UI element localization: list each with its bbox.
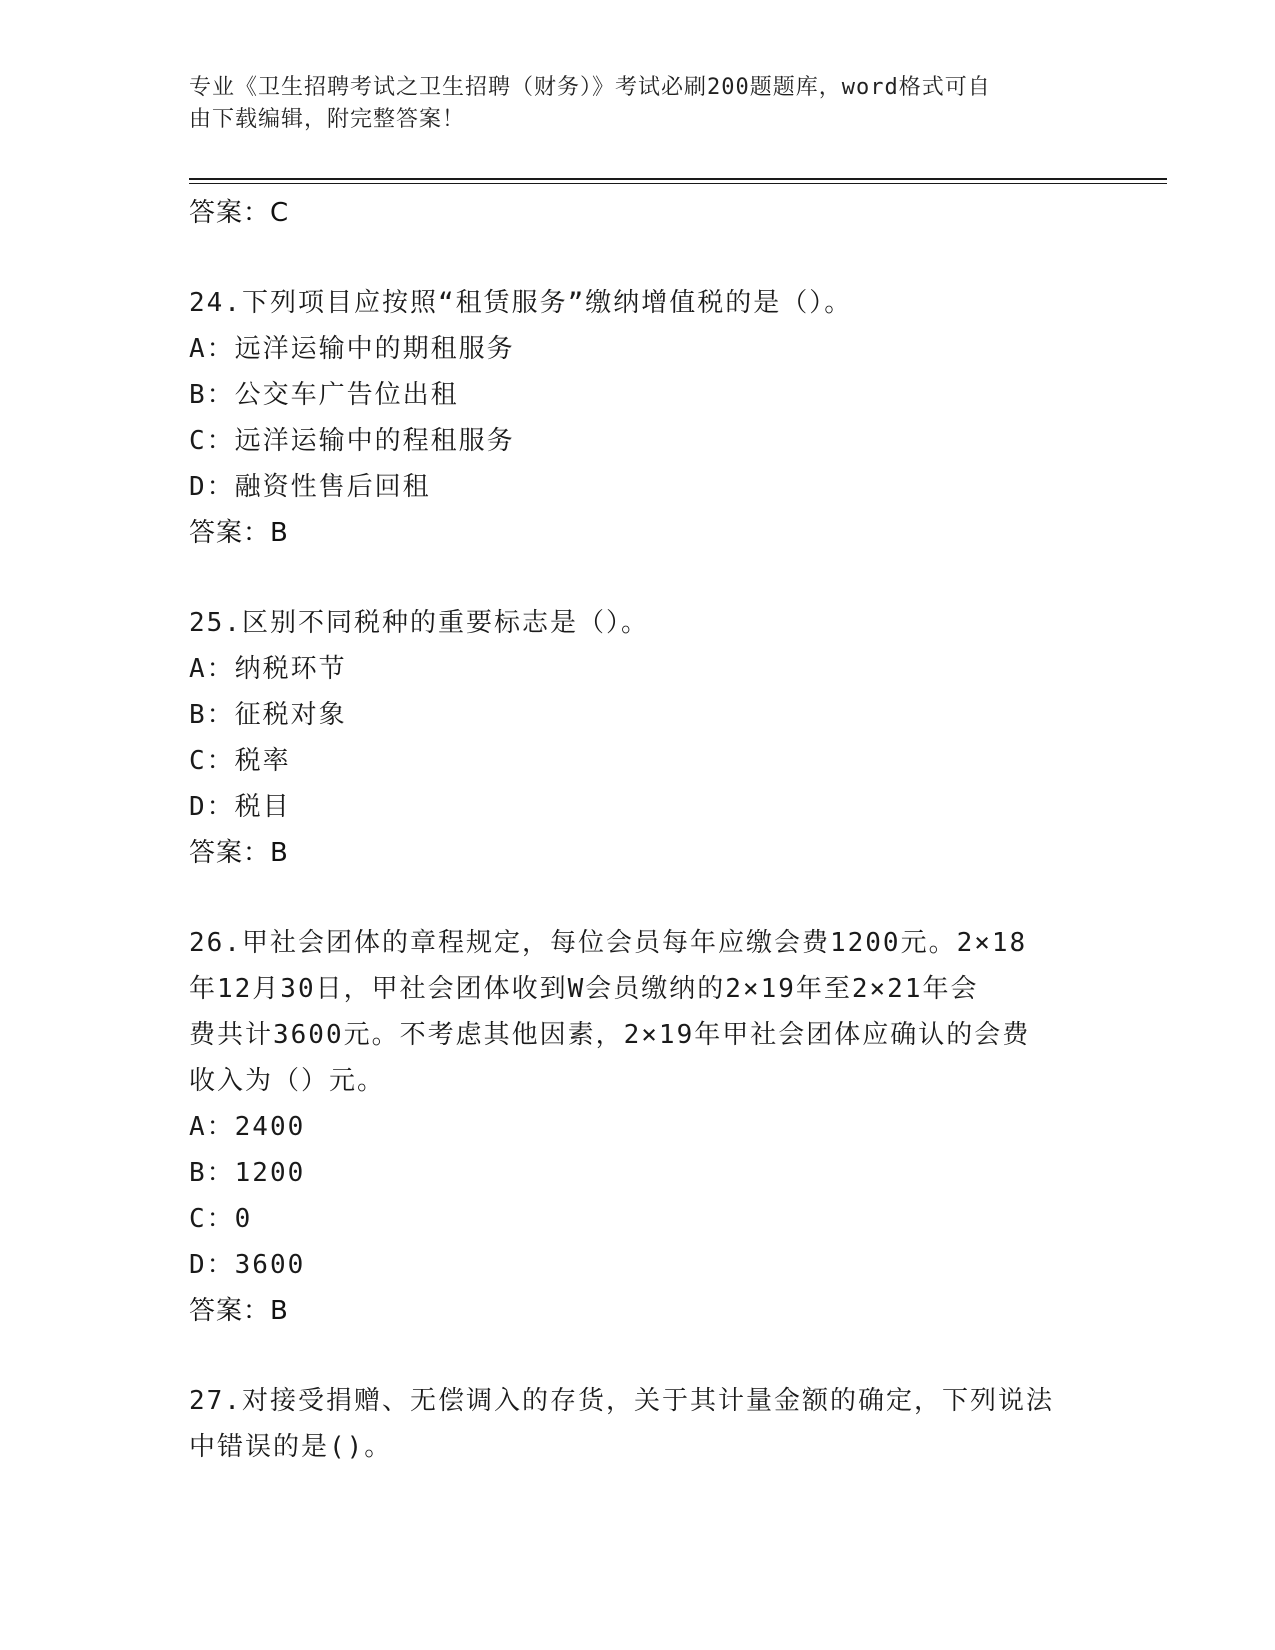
document-header: [189, 72, 1069, 136]
question-stem-line: 收入为（）元。: [189, 1066, 386, 1096]
question-stem: [189, 920, 1089, 1104]
question-stem-line: 24.下列项目应按照“租赁服务”缴纳增值税的是（）。: [189, 288, 853, 318]
question-answer: 答案：B: [189, 838, 289, 868]
header-line-2: 由下载编辑，附完整答案！: [189, 107, 466, 132]
question-27: [189, 1378, 1089, 1470]
question-stem-line: 年12月30日，甲社会团体收到W会员缴纳的2×19年至2×21年会: [189, 974, 979, 1004]
question-stem-line: 中错误的是()。: [189, 1432, 393, 1462]
header-divider-thick: [189, 178, 1167, 180]
option-b: B：征税对象: [189, 700, 347, 730]
question-stem-line: 25.区别不同税种的重要标志是（）。: [189, 608, 649, 638]
option-a: A：2400: [189, 1112, 306, 1142]
option-a: A：远洋运输中的期租服务: [189, 334, 515, 364]
option-c: C：远洋运输中的程租服务: [189, 426, 515, 456]
option-d: D：税目: [189, 792, 291, 822]
header-line-1: 专业《卫生招聘考试之卫生招聘（财务）》考试必刷200题题库，word格式可自: [189, 75, 991, 100]
document-body: [189, 190, 1089, 1470]
question-25: [189, 600, 1089, 876]
question-stem: [189, 600, 1089, 646]
question-stem: [189, 280, 1089, 326]
option-d: D：融资性售后回租: [189, 472, 431, 502]
previous-answer: 答案：C: [189, 198, 290, 228]
question-answer: 答案：B: [189, 1296, 289, 1326]
question-stem-line: 27.对接受捐赠、无偿调入的存货，关于其计量金额的确定，下列说法: [189, 1386, 1054, 1416]
question-26: [189, 920, 1089, 1334]
option-c: C：税率: [189, 746, 291, 776]
question-stem-line: 费共计3600元。不考虑其他因素，2×19年甲社会团体应确认的会费: [189, 1020, 1031, 1050]
header-divider-thin: [189, 183, 1167, 184]
option-a: A：纳税环节: [189, 654, 347, 684]
question-24: [189, 280, 1089, 556]
question-stem-line: 26.甲社会团体的章程规定，每位会员每年应缴会费1200元。2×18: [189, 928, 1028, 958]
option-b: B：公交车广告位出租: [189, 380, 459, 410]
question-stem: [189, 1378, 1089, 1470]
option-b: B：1200: [189, 1158, 306, 1188]
option-c: C：0: [189, 1204, 253, 1234]
option-d: D：3600: [189, 1250, 306, 1280]
question-answer: 答案：B: [189, 518, 289, 548]
